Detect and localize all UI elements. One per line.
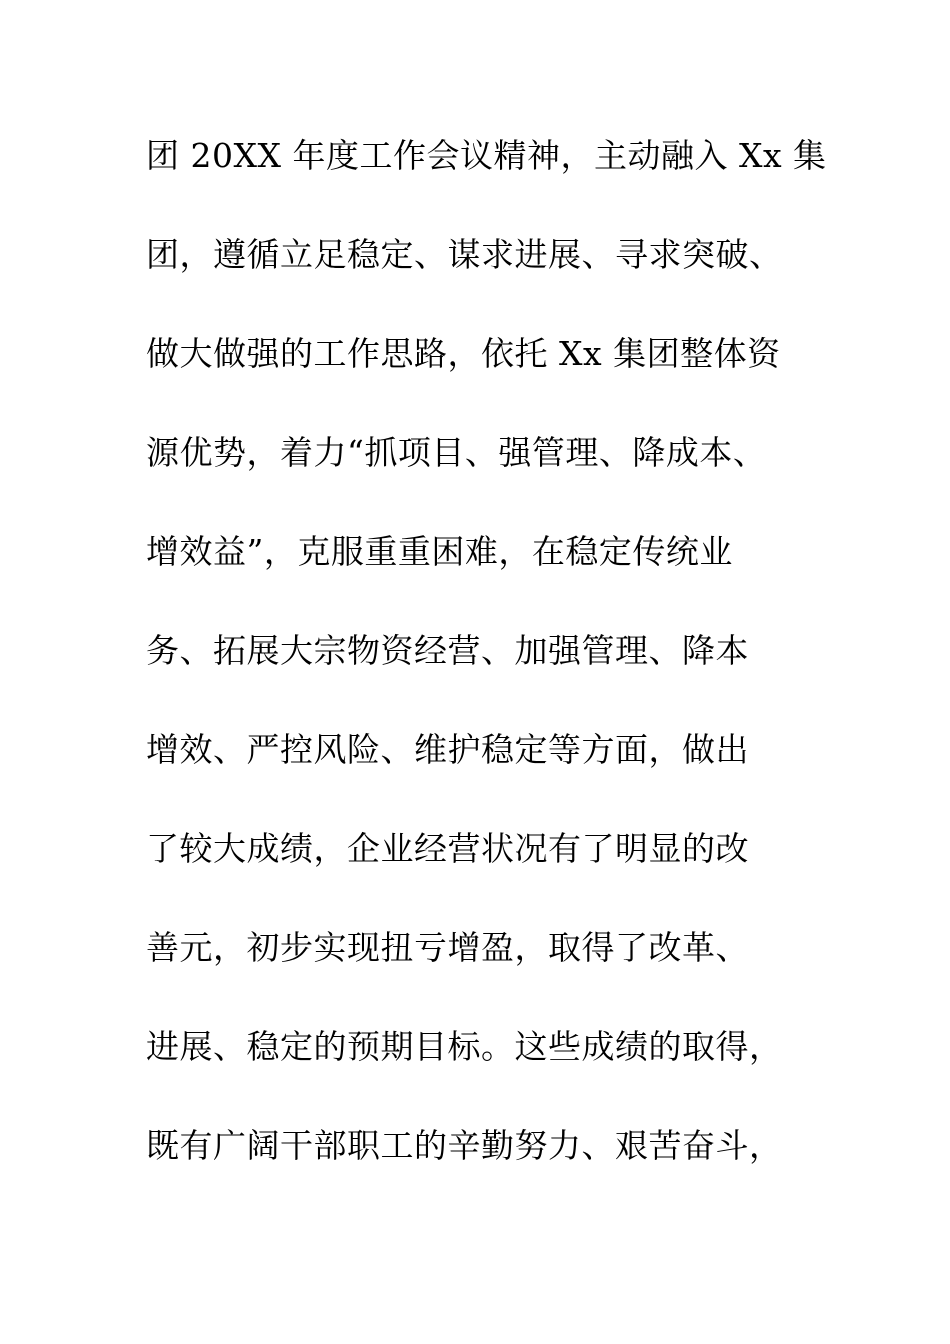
text-line: 团，遵循立足稳定、谋求进展、寻求突破、 xyxy=(146,235,783,274)
text-line: 既有广阔干部职工的辛勤努力、艰苦奋斗， xyxy=(146,1126,783,1165)
text-line: 务、拓展大宗物资经营、加强管理、降本 xyxy=(146,631,749,670)
body-paragraph xyxy=(146,128,826,1217)
text-line: 源优势，着力“抓项目、强管理、降成本、 xyxy=(146,433,767,472)
text-line: 善元，初步实现扭亏增盈，取得了改革、 xyxy=(146,928,749,967)
text-line: 增效益”，克服重重困难，在稳定传统业 xyxy=(146,532,733,571)
text-line: 进展、稳定的预期目标。这些成绩的取得， xyxy=(146,1027,783,1066)
text-line: 了较大成绩，企业经营状况有了明显的改 xyxy=(146,829,749,868)
text-line: 增效、严控风险、维护稳定等方面，做出 xyxy=(146,730,749,769)
text-line: 做大做强的工作思路，依托 Xx 集团整体资 xyxy=(146,334,781,373)
text-line: 团 20XX 年度工作会议精神，主动融入 Xx 集 xyxy=(146,136,827,175)
